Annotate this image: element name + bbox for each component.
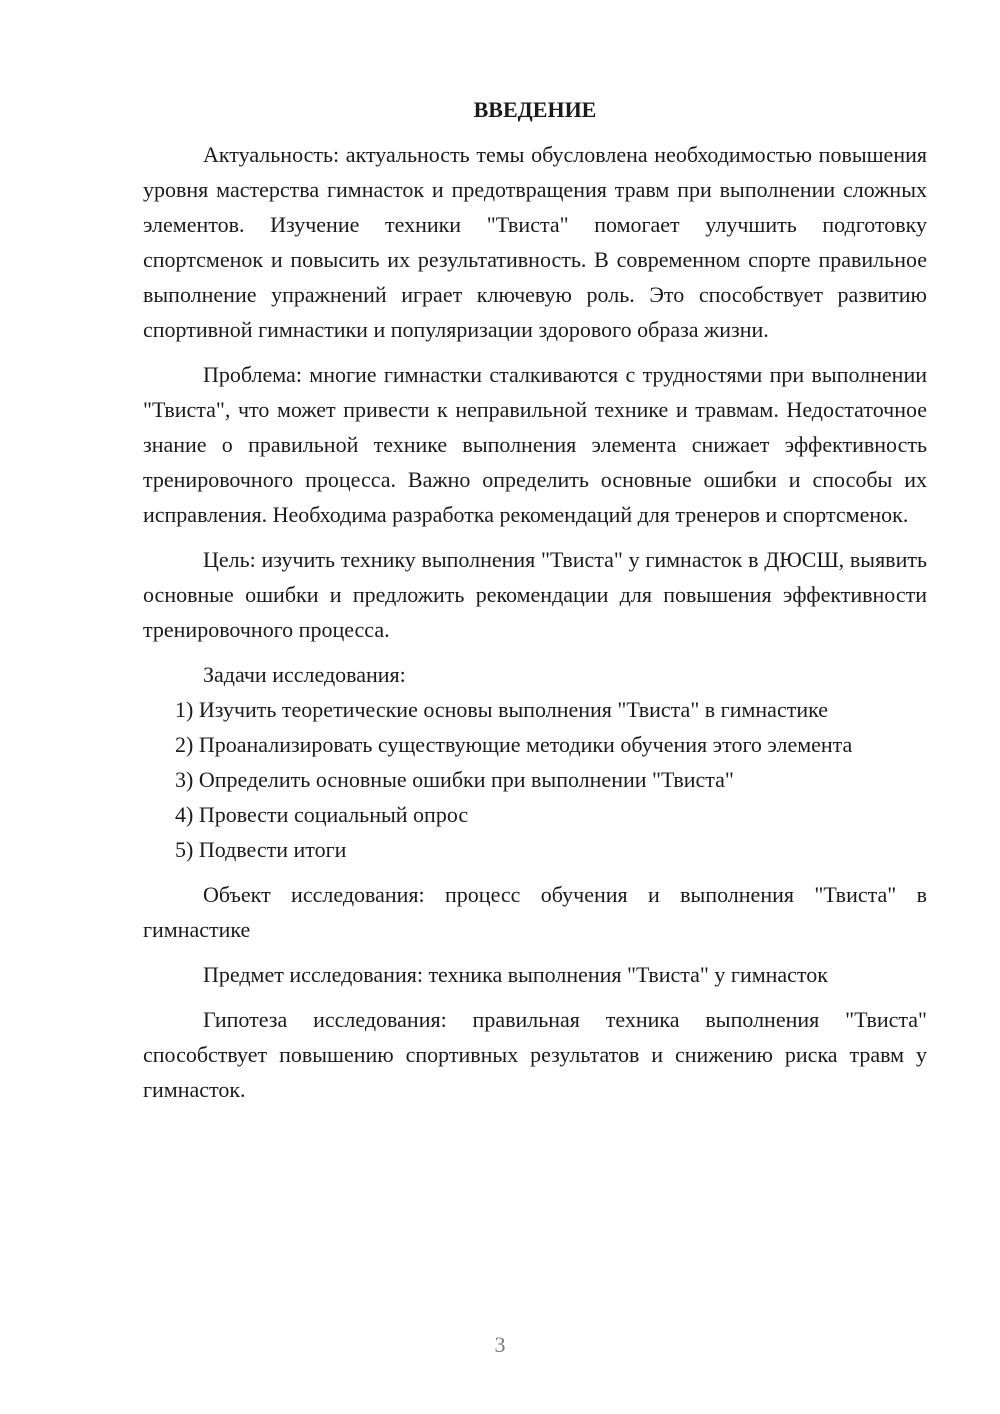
problem-paragraph: Проблема: многие гимнастки сталкиваются с трудностями при выполнении "Твиста", что может привести к неправильной технике и травмам. Недостаточное знание о правильной технике выполнения элемента снижает эффективность тренировочного процесса. Важно определить основные ошибки и способы их исправления. Необходима разработка рекомендаций для тренеров и спортсменок. (143, 362, 927, 527)
goal-paragraph: Цель: изучить технику выполнения "Твиста" у гимнасток в ДЮСШ, выявить основные ошибки и предложить рекомендации для повышения эффективности тренировочного процесса. (143, 547, 927, 642)
tasks-heading: Задачи исследования: (203, 662, 406, 687)
task-item-2: 2) Проанализировать существующие методики обучения этого элемента (175, 732, 853, 757)
document-body (143, 92, 927, 1107)
task-item-5: 5) Подвести итоги (175, 837, 347, 862)
section-heading: ВВЕДЕНИЕ (473, 97, 597, 122)
subject-paragraph: Предмет исследования: техника выполнения "Твиста" у гимнасток (203, 962, 828, 987)
hypothesis-paragraph: Гипотеза исследования: правильная техника выполнения "Твиста" способствует повышению спортивных результатов и снижению риска травм у гимнасток. (143, 1007, 927, 1102)
relevance-paragraph: Актуальность: актуальность темы обусловлена необходимостью повышения уровня мастерства гимнасток и предотвращения травм при выполнении сложных элементов. Изучение техники "Твиста" помогает улучшить подготовку спортсменок и повысить их результативность. В современном спорте правильное выполнение упражнений играет ключевую роль. Это способствует развитию спортивной гимнастики и популяризации здорового образа жизни. (143, 142, 927, 342)
task-item-4: 4) Провести социальный опрос (175, 802, 469, 827)
task-item-3: 3) Определить основные ошибки при выполнении "Твиста" (175, 767, 734, 792)
page-number: 3 (494, 1332, 506, 1357)
task-item-1: 1) Изучить теоретические основы выполнения "Твиста" в гимнастике (175, 697, 828, 722)
object-paragraph: Объект исследования: процесс обучения и выполнения "Твиста" в гимнастике (143, 882, 927, 942)
